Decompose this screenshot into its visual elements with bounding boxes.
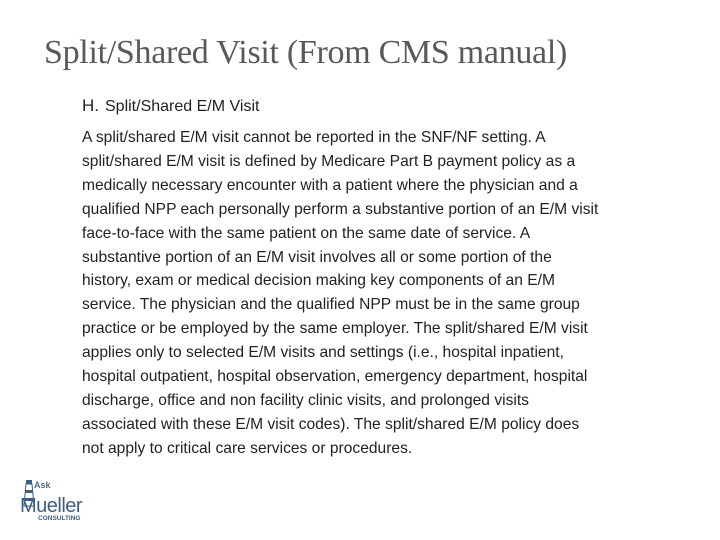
logo-consulting-text: CONSULTING <box>38 515 81 522</box>
body-paragraph <box>82 126 697 461</box>
body-line: history, exam or medical decision making key components of an E/M <box>82 272 555 290</box>
logo-ask-text: Ask <box>34 480 51 490</box>
body-line: practice or be employed by the same employer. The split/shared E/M visit <box>82 320 588 338</box>
body-line: substantive portion of an E/M visit involves all or some portion of the <box>82 248 552 266</box>
body-line: A split/shared E/M visit cannot be reported in the SNF/NF setting. A <box>82 129 546 146</box>
body-line: applies only to selected E/M visits and settings (i.e., hospital inpatient, <box>82 344 564 362</box>
body-line: service. The physician and the qualified NPP must be in the same group <box>82 296 580 314</box>
body-line: hospital outpatient, hospital observation, emergency department, hospital <box>82 368 588 386</box>
slide-title: Split/Shared Visit (From CMS manual) <box>44 34 567 71</box>
ask-mueller-logo <box>14 478 82 530</box>
body-line: associated with these E/M visit codes). The split/shared E/M policy does <box>82 415 580 433</box>
body-line: split/shared E/M visit is defined by Medicare Part B payment policy as a <box>82 152 576 170</box>
section-heading-text: Split/Shared E/M Visit <box>105 98 260 115</box>
body-line: discharge, office and non facility clinic visits, and prolonged visits <box>82 391 529 409</box>
body-line: not apply to critical care services or procedures. <box>82 439 413 457</box>
section-heading <box>82 96 259 116</box>
logo-mueller-text: Mueller <box>20 495 83 517</box>
body-line: medically necessary encounter with a patient where the physician and a <box>82 176 578 194</box>
section-letter: H. <box>82 96 99 115</box>
body-line: face-to-face with the same patient on the same date of service. A <box>82 224 531 242</box>
body-line: qualified NPP each personally perform a substantive portion of an E/M visit <box>82 200 599 218</box>
